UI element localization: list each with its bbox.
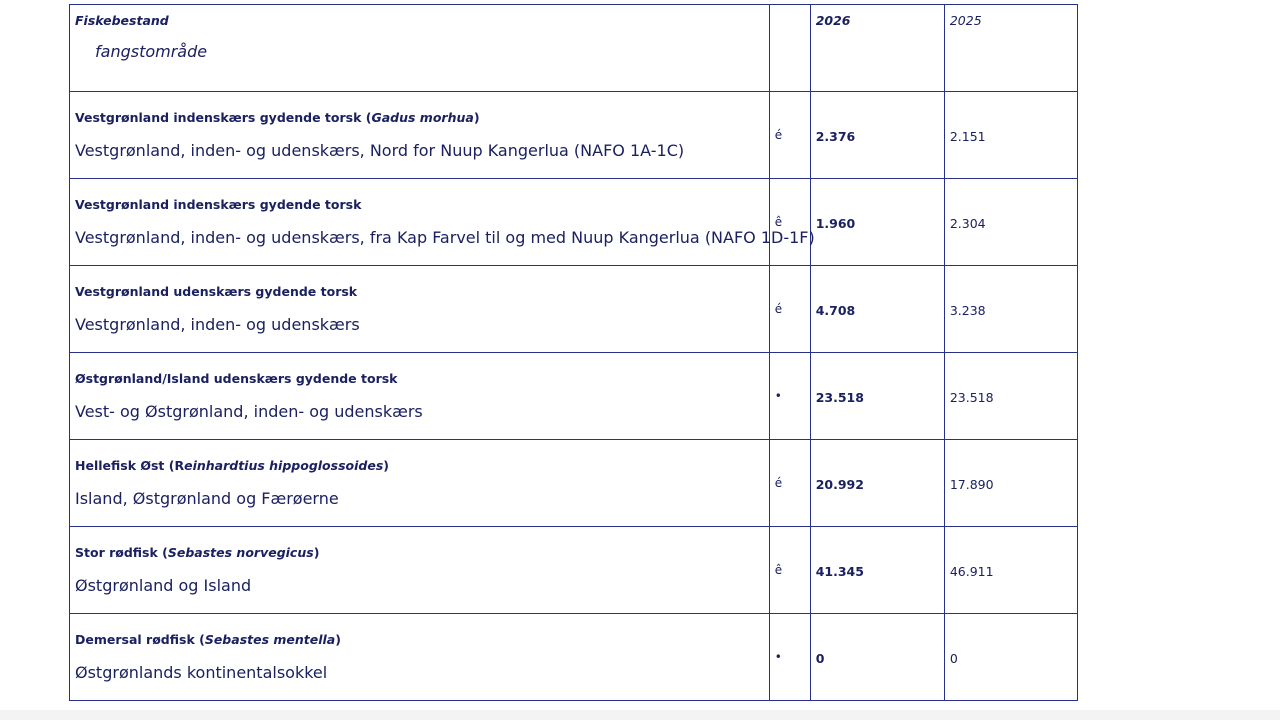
value-current: 23.518: [815, 389, 864, 405]
stock-name: [75, 197, 764, 212]
stock-name-suffix: ): [383, 458, 389, 473]
catch-area: Østgrønland og Island: [75, 576, 252, 595]
stock-cell: [70, 527, 770, 614]
stock-cell: [70, 614, 770, 701]
stock-name-text: Vestgrønland indenskærs gydende torsk: [75, 197, 362, 212]
trend-cell: [769, 614, 810, 701]
species-latin-name: einhardtius hippoglossoides: [184, 458, 384, 473]
species-latin-name: Sebastes mentella: [204, 632, 336, 647]
trend-indicator: ê: [774, 562, 783, 577]
value-current-cell: [810, 266, 944, 353]
value-previous: 17.890: [949, 476, 994, 492]
header-year-current: 2026: [815, 13, 851, 28]
stock-name: [75, 284, 764, 299]
page-bottom-edge: [0, 710, 1280, 720]
value-current: 4.708: [815, 302, 856, 318]
value-current-cell: [810, 353, 944, 440]
trend-indicator: é: [774, 475, 783, 490]
value-previous: 46.911: [949, 563, 994, 579]
trend-indicator: •: [774, 649, 782, 664]
value-current: 0: [815, 650, 825, 666]
trend-indicator: ê: [774, 214, 783, 229]
value-current-cell: [810, 179, 944, 266]
table-row: [70, 614, 1078, 701]
catch-area: Vestgrønland, inden- og udenskærs, fra Kap Farvel til og med Nuup Kangerlua (NAFO 1D-1F): [75, 228, 815, 247]
value-current-cell: [810, 92, 944, 179]
value-previous-cell: [944, 440, 1077, 527]
value-previous-cell: [944, 353, 1077, 440]
stock-name-text: Vestgrønland udenskærs gydende torsk: [75, 284, 358, 299]
header-year-current-cell: [810, 5, 944, 92]
stock-name-text: Vestgrønland indenskærs gydende torsk (: [75, 110, 372, 125]
value-previous: 23.518: [949, 389, 994, 405]
value-current-cell: [810, 527, 944, 614]
trend-cell: [769, 527, 810, 614]
header-year-previous: 2025: [949, 13, 982, 28]
species-latin-name: Gadus morhua: [371, 110, 474, 125]
value-previous-cell: [944, 614, 1077, 701]
value-previous-cell: [944, 179, 1077, 266]
stock-name-text: Stor rødfisk (: [75, 545, 168, 560]
trend-indicator: é: [774, 127, 783, 142]
trend-cell: [769, 92, 810, 179]
value-current: 20.992: [815, 476, 864, 492]
trend-cell: [769, 440, 810, 527]
catch-area: Vest- og Østgrønland, inden- og udenskærs: [75, 402, 423, 421]
trend-cell: [769, 266, 810, 353]
stock-name-suffix: ): [335, 632, 341, 647]
table-row: [70, 92, 1078, 179]
value-previous-cell: [944, 266, 1077, 353]
catch-area: Island, Østgrønland og Færøerne: [75, 489, 339, 508]
stock-cell: [70, 440, 770, 527]
header-stock-cell: [70, 5, 770, 92]
trend-cell: [769, 179, 810, 266]
stock-name-suffix: ): [473, 110, 480, 125]
stock-name: [75, 110, 764, 125]
stock-name-suffix: ): [313, 545, 320, 560]
stock-name: [75, 371, 764, 386]
catch-area: Østgrønlands kontinentalsokkel: [75, 663, 328, 682]
value-previous: 3.238: [949, 302, 986, 318]
trend-indicator: é: [774, 301, 783, 316]
trend-cell: [769, 353, 810, 440]
catch-area: Vestgrønland, inden- og udenskærs: [75, 315, 360, 334]
stock-name: [75, 458, 764, 473]
header-area-label: fangstområde: [95, 42, 208, 61]
value-previous-cell: [944, 92, 1077, 179]
stock-name: [75, 632, 764, 647]
stock-cell: [70, 179, 815, 266]
table-header-row: [70, 5, 1078, 92]
table-row: [70, 440, 1078, 527]
trend-indicator: •: [774, 388, 782, 403]
stock-name-text: Hellefisk Øst (R: [75, 458, 185, 473]
value-previous: 0: [949, 650, 958, 666]
value-current-cell: [810, 614, 944, 701]
value-previous: 2.304: [949, 215, 986, 231]
header-trend-cell: [769, 5, 810, 92]
stock-cell: [70, 92, 770, 179]
table-row: [70, 527, 1078, 614]
quota-table: [69, 4, 1078, 701]
value-current-cell: [810, 440, 944, 527]
stock-name-text: Demersal rødfisk (: [75, 632, 205, 647]
value-previous-cell: [944, 527, 1077, 614]
table-row: [70, 266, 1078, 353]
stock-cell: [70, 266, 770, 353]
header-year-previous-cell: [944, 5, 1077, 92]
value-current: 2.376: [815, 128, 856, 144]
stock-name-text: Østgrønland/Island udenskærs gydende torsk: [75, 371, 398, 386]
table-row: [70, 179, 1078, 266]
value-current: 1.960: [815, 215, 856, 231]
value-previous: 2.151: [949, 128, 986, 144]
stock-name: [75, 545, 764, 560]
species-latin-name: Sebastes norvegicus: [167, 545, 314, 560]
header-stock-label: Fiskebestand: [75, 13, 169, 28]
value-current: 41.345: [815, 563, 864, 579]
table-row: [70, 353, 1078, 440]
stock-cell: [70, 353, 770, 440]
catch-area: Vestgrønland, inden- og udenskærs, Nord for Nuup Kangerlua (NAFO 1A-1C): [75, 141, 685, 160]
